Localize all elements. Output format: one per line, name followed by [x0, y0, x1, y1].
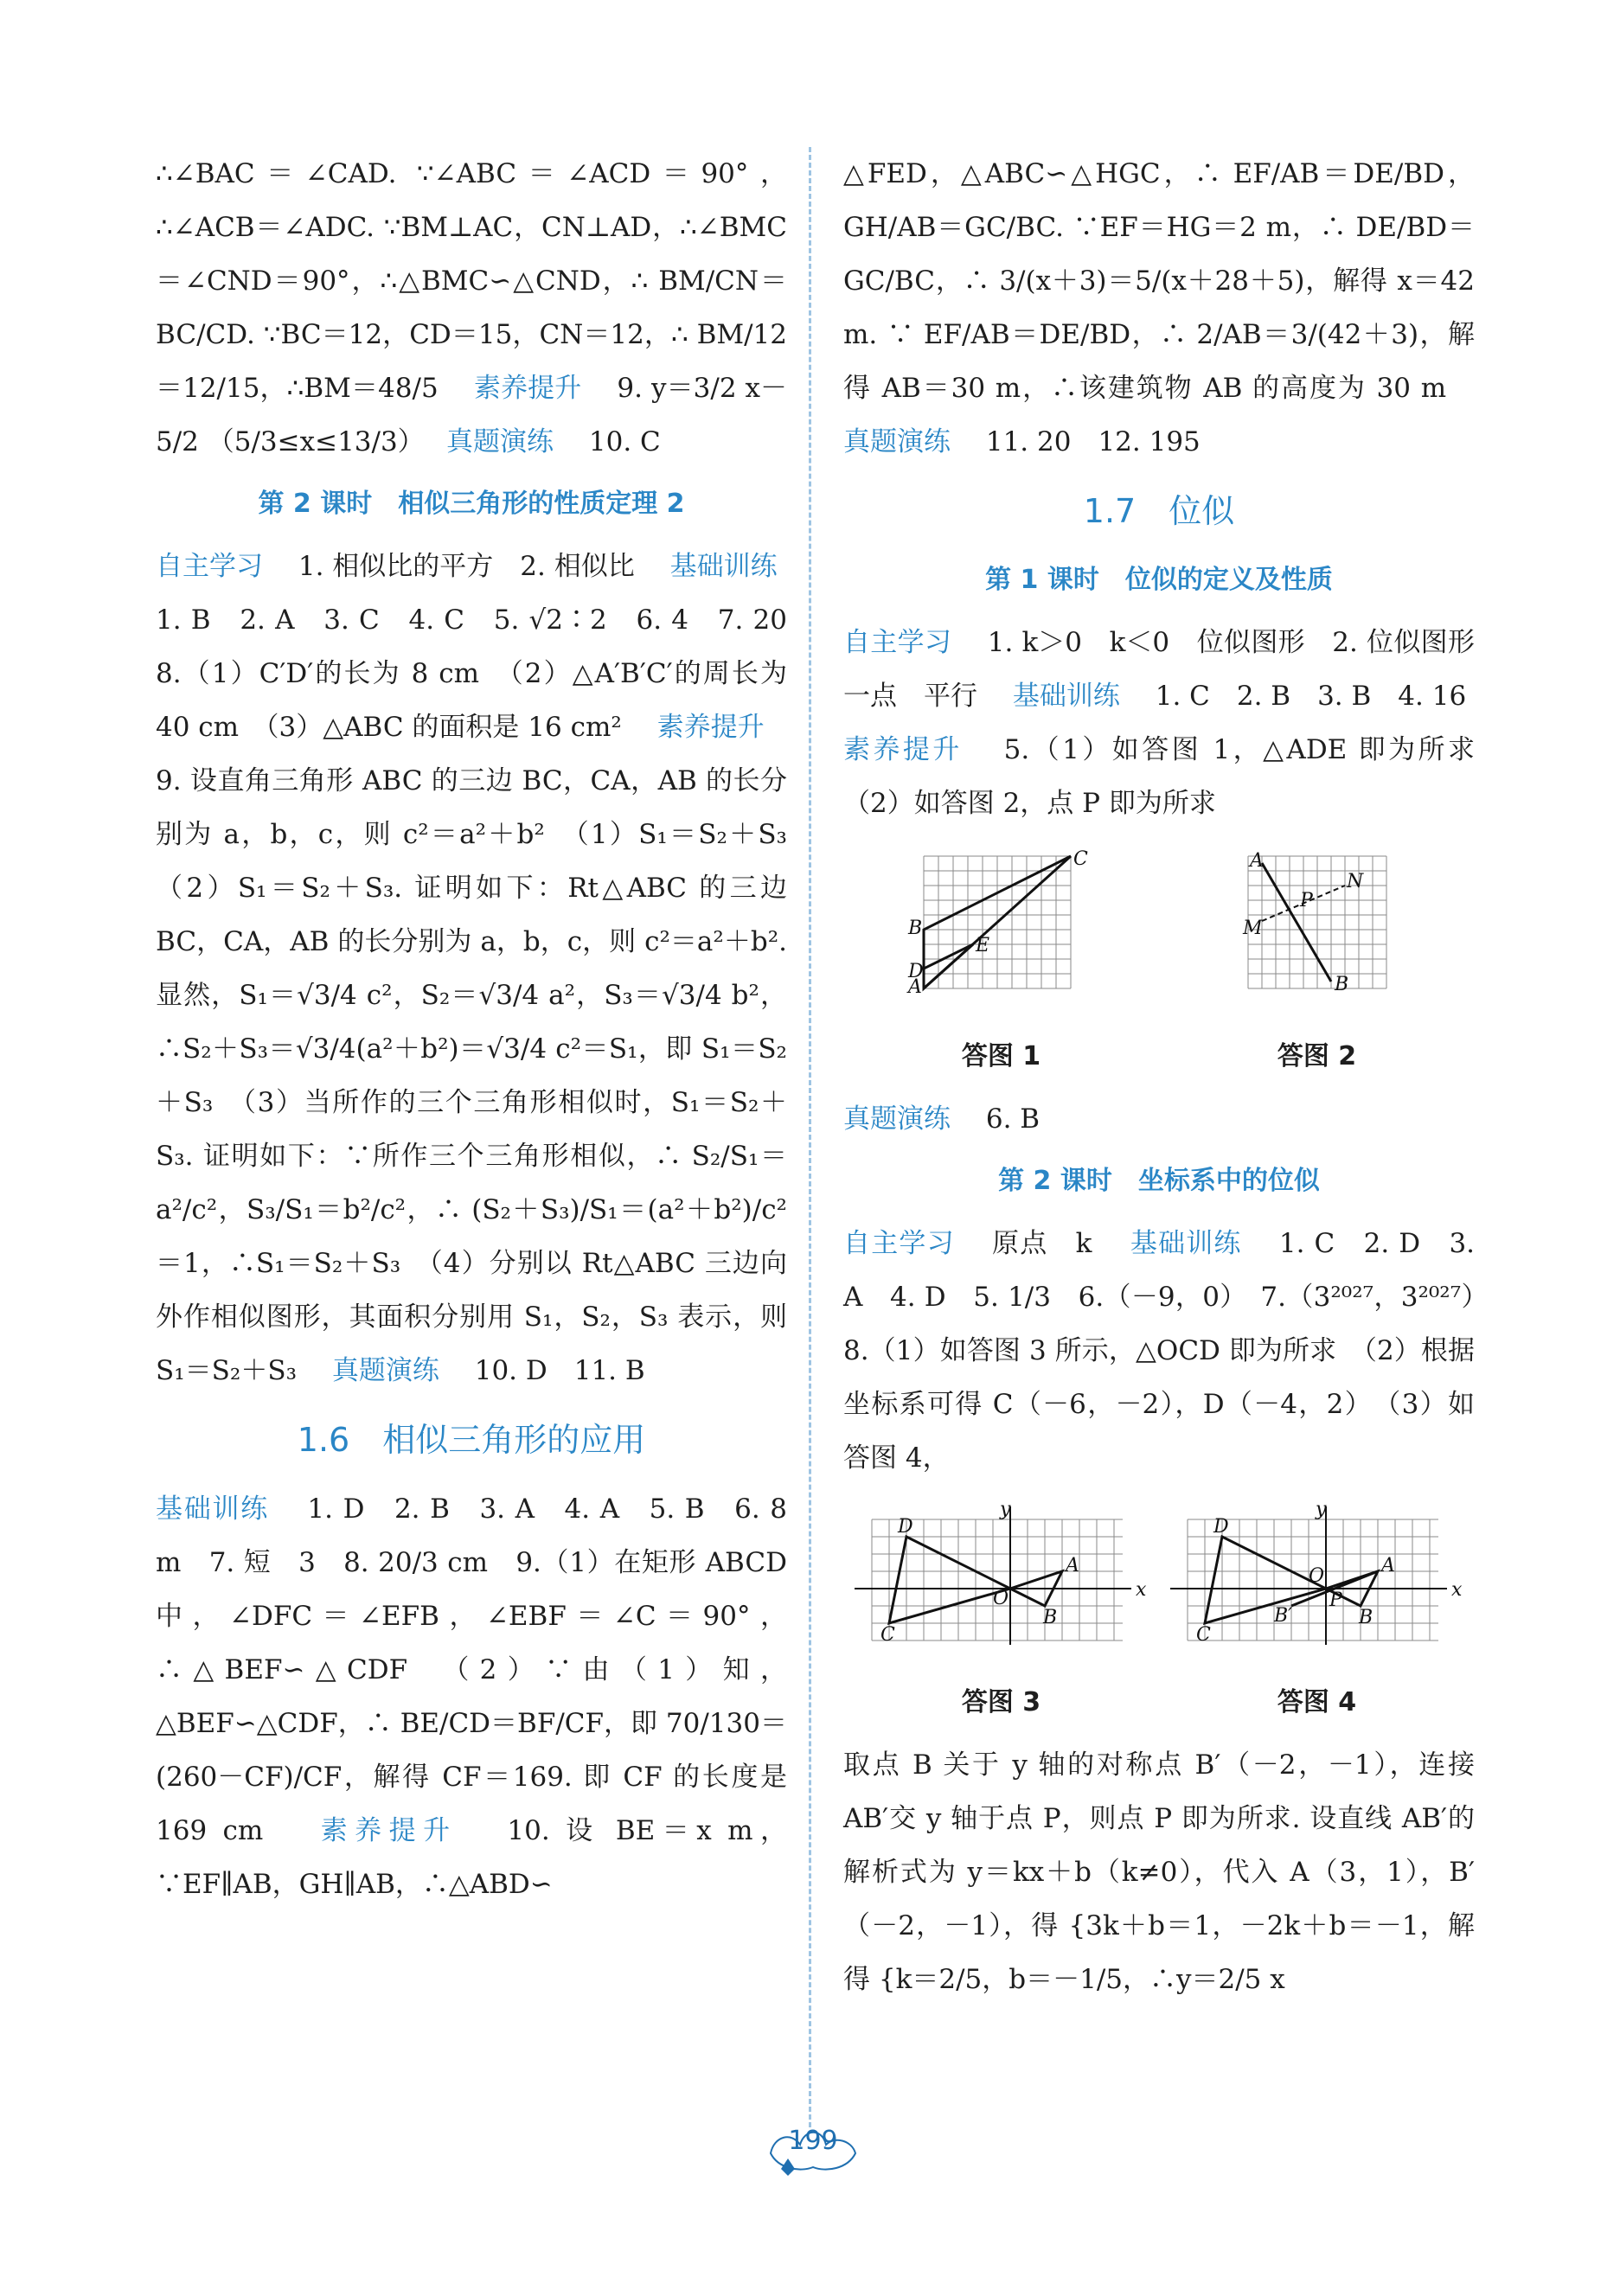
svg-text:O: O [992, 1588, 1008, 1609]
figure-4 [1170, 1499, 1464, 1730]
text: 9. y＝3/2 x－5/2 （5/3≤x≤13/3） [156, 373, 788, 457]
figure-1-diagram [907, 847, 1088, 1003]
figure-caption: 答图 1 [961, 1041, 1041, 1071]
svg-text:C: C [1073, 848, 1088, 870]
svg-text:M: M [1242, 918, 1263, 939]
paragraph [843, 616, 1502, 830]
text: 1. D 2. B 3. A 4. A 5. B 6. 8 m 7. 短 3 8. 20/3 cm 9.（1）在矩形 ABCD 中，∠DFC＝∠EFB，∠EBF＝∠C＝90°，∴△BEF∽△CDF （2）∵由（1）知，△BEF∽△CDF，∴ BE/CD＝BF/CF，即 70/130＝(260－CF)/CF，解得 CF＝169. 即 CF 的长度是 169 cm [156, 1493, 788, 1846]
text: 10. D 11. B [474, 1355, 645, 1386]
svg-text:A: A [1065, 1555, 1079, 1577]
svg-text:A: A [1380, 1555, 1395, 1577]
text: 5.（1）如答图 1，△ADE 即为所求 （2）如答图 2，点 P 即为所求 [843, 734, 1502, 819]
svg-text:E: E [975, 935, 989, 956]
svg-text:P: P [1329, 1589, 1342, 1611]
svg-text:B: B [1358, 1607, 1373, 1628]
paragraph [156, 147, 787, 469]
lesson-title: 第 1 课时 位似的定义及性质 [985, 565, 1333, 595]
tag-suyangtisheng: 素养提升 [656, 712, 765, 743]
tag-zhentiyanlian: 真题演练 [843, 1103, 951, 1135]
tag-zhentiyanlian: 真题演练 [331, 1355, 439, 1386]
figure-caption: 答图 4 [1277, 1687, 1357, 1717]
svg-text:A: A [1249, 850, 1264, 872]
svg-text:x: x [1135, 1579, 1146, 1601]
figure-caption: 答图 2 [1277, 1041, 1357, 1071]
column-divider [809, 147, 811, 2127]
svg-text:C: C [880, 1624, 895, 1646]
svg-text:B: B [907, 918, 922, 939]
text: 11. 20 12. 195 [985, 426, 1201, 457]
paragraph [156, 1482, 787, 1911]
paragraph [156, 540, 814, 1397]
right-column [843, 147, 1502, 2006]
svg-text:x: x [1450, 1579, 1462, 1601]
tag-zizhuxuexi: 自主学习 [156, 551, 263, 582]
svg-text:N: N [1346, 871, 1363, 892]
svg-text:O: O [1308, 1565, 1324, 1587]
text: 1. C 2. B 3. B 4. 16 [1155, 681, 1467, 712]
page-number [765, 2119, 861, 2179]
tag-zizhuxuexi: 自主学习 [843, 1228, 955, 1259]
text: 10. 设 BE＝x m，∵EF∥AB，GH∥AB，∴△ABD∽ [156, 1815, 788, 1900]
text: 1. C 2. D 3. A 4. D 5. 1/3 6.（－9，0） 7.（3²⁰²⁷，3²⁰²⁷） 8.（1）如答图 3 所示，△OCD 即为所求 （2）根据坐标系可得 C（－6，－2），D（－4，2） （3）如答图 4， [843, 1228, 1502, 1474]
text: 9. 设直角三角形 ABC 的三边 BC，CA，AB 的长分别为 a，b，c，则 c²＝a²＋b² （1）S₁＝S₂＋S₃ （2）S₁＝S₂＋S₃. 证明如下：Rt△ABC 的三边 BC，CA，AB 的长分别为 a，b，c，则 c²＝a²＋b². 显然，S₁＝√3/4 c²，S₂＝√3/4 a²，S₃＝√3/4 b²，∴S₂＋S₃＝√3/4(a²＋b²)＝√3/4 c²＝S₁，即 S₁＝S₂＋S₃ （3）当所作的三个三角形相似时，S₁＝S₂＋S₃. 证明如下：∵所作三个三角形相似，∴ S₂/S₁＝a²/c²，S₃/S₁＝b²/c²，∴ (S₂＋S₃)/S₁＝(a²＋b²)/c²＝1，∴S₁＝S₂＋S₃ （4）分别以 Rt△ABC 三边向外作相似图形，其面积分别用 S₁，S₂，S₃ 表示，则 S₁＝S₂＋S₃ [156, 765, 814, 1386]
svg-text:D: D [897, 1516, 913, 1538]
svg-text:D: D [907, 961, 924, 982]
figure-row [843, 1499, 1475, 1730]
figure-4-diagram [1170, 1499, 1464, 1649]
tag-suyangtisheng: 素养提升 [843, 734, 963, 765]
svg-text:P: P [1299, 890, 1313, 911]
tag-jichuxunlian: 基础训练 [669, 551, 778, 582]
tag-zizhuxuexi: 自主学习 [843, 627, 952, 658]
svg-text:y: y [1315, 1499, 1326, 1520]
page-number-text: 199 [788, 2126, 838, 2156]
tag-zhentiyanlian: 真题演练 [446, 426, 554, 457]
figure-2 [1231, 847, 1404, 1084]
svg-text:B: B [1334, 974, 1348, 995]
text: 取点 B 关于 y 轴的对称点 B′（－2，－1），连接 AB′交 y 轴于点 P，则点 P 即为所求. 设直线 AB′的解析式为 y＝kx＋b（k≠0），代入 A（3，1），B′（－2，－1），得 {3k＋b＝1，－2k＋b＝－1，解得 {k＝2/5，b＝－1/5，∴y＝2/5 x [843, 1749, 1475, 1995]
section-title: 1.7 位似 [1083, 492, 1235, 530]
tag-zhentiyanlian: 真题演练 [843, 426, 951, 457]
paragraph [843, 1738, 1475, 2006]
svg-text:y: y [999, 1499, 1010, 1520]
lesson-title: 第 2 课时 相似三角形的性质定理 2 [258, 489, 685, 519]
lesson-title: 第 2 课时 坐标系中的位似 [998, 1166, 1320, 1196]
text: 原点 k [992, 1228, 1092, 1259]
tag-suyangtisheng: 素养提升 [320, 1815, 458, 1846]
tag-jichuxunlian: 基础训练 [1130, 1228, 1242, 1259]
figure-3 [855, 1499, 1149, 1730]
svg-text:D: D [1213, 1516, 1229, 1538]
text: 1. 相似比的平方 2. 相似比 [298, 551, 635, 582]
figure-caption: 答图 3 [961, 1687, 1041, 1717]
text: ∴∠BAC＝∠CAD. ∵∠ABC＝∠ACD＝90°，∴∠ACB＝∠ADC. ∵BM⊥AC，CN⊥AD，∴∠BMC＝∠CND＝90°，∴△BMC∽△CND，∴ BM/CN＝BC/CD. ∵BC＝12，CD＝15，CN＝12，∴ BM/12＝12/15，∴BM＝48/5 [156, 158, 787, 404]
svg-text:A: A [907, 976, 922, 998]
svg-text:B′: B′ [1273, 1605, 1292, 1627]
text: 1. k＞0 k＜0 位似图形 2. 位似图形 一点 平行 [843, 627, 1502, 712]
section-title: 1.6 相似三角形的应用 [297, 1421, 646, 1459]
tag-jichuxunlian: 基础训练 [156, 1493, 270, 1525]
paragraph [843, 147, 1475, 469]
text: 1. B 2. A 3. C 4. C 5. √2∶2 6. 4 7. 20 8.（1）C′D′的长为 8 cm （2）△A′B′C′的周长为 40 cm （3）△ABC 的面积是 16 cm² [156, 604, 814, 743]
figure-1 [907, 847, 1088, 1084]
tag-jichuxunlian: 基础训练 [1012, 681, 1120, 712]
tag-suyangtisheng: 素养提升 [473, 373, 582, 404]
figure-3-diagram [855, 1499, 1149, 1649]
text: 10. C [588, 426, 661, 457]
figure-row [843, 847, 1475, 1084]
text: 6. B [985, 1103, 1041, 1135]
paragraph [843, 1217, 1502, 1485]
figure-2-diagram [1231, 847, 1404, 1003]
svg-text:B: B [1042, 1607, 1057, 1628]
svg-text:C: C [1195, 1624, 1211, 1646]
text: △FED，△ABC∽△HGC，∴ EF/AB＝DE/BD，GH/AB＝GC/BC. ∵EF＝HG＝2 m，∴ DE/BD＝GC/BC，∴ 3/(x＋3)＝5/(x＋28＋5)，解得 x＝42 m. ∵ EF/AB＝DE/BD，∴ 2/AB＝3/(42＋3)，解得 AB＝30 m，∴该建筑物 AB 的高度为 30 m [843, 158, 1475, 404]
paragraph [843, 1092, 1475, 1146]
left-column [156, 147, 814, 1911]
